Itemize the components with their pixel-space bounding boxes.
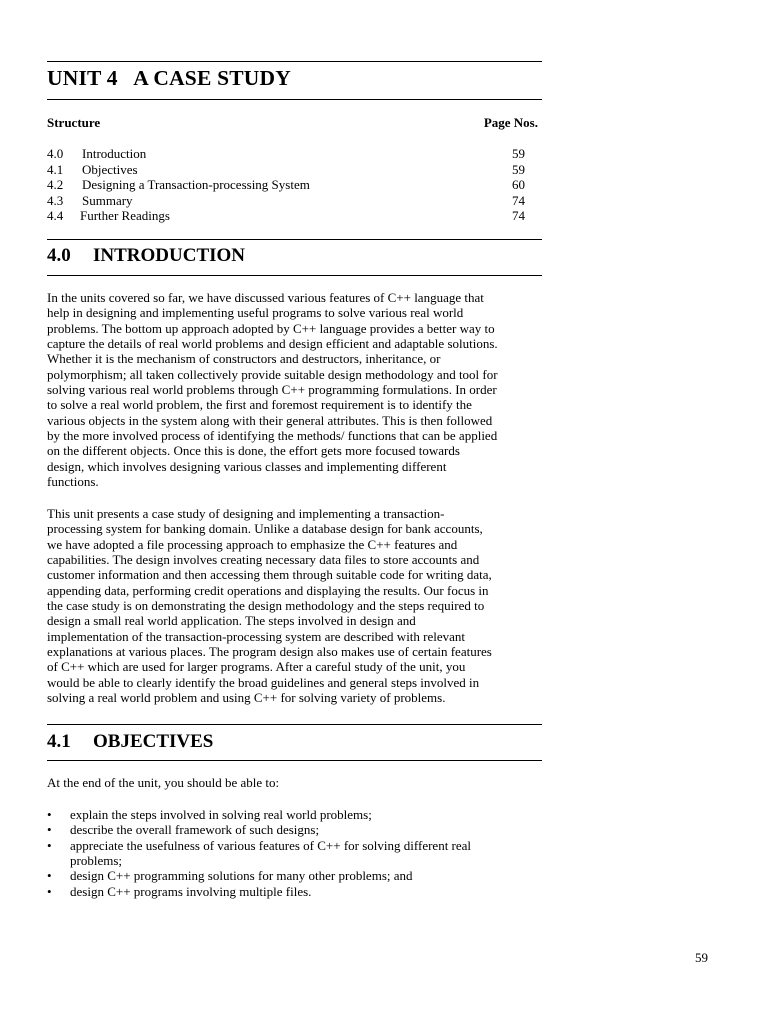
text-line: to solve a real world problem, the first and foremost requirement is to identify the bbox=[47, 397, 472, 413]
structure-header bbox=[47, 115, 538, 131]
text-line: This unit presents a case study of designing and implementing a transaction- bbox=[47, 506, 445, 521]
objectives-title: OBJECTIVES bbox=[93, 731, 214, 752]
list-item bbox=[47, 838, 542, 869]
list-item-text: appreciate the usefulness of various features of C++ for solving different real bbox=[70, 837, 472, 853]
introduction-paragraph-1 bbox=[47, 290, 542, 489]
introduction-bottom-rule bbox=[47, 275, 542, 276]
text-line: design, which involves designing various classes and implementing different bbox=[47, 458, 447, 474]
toc-item-page: 60 bbox=[512, 177, 525, 193]
bullet-icon: • bbox=[47, 822, 52, 838]
unit-title: UNIT 4 A CASE STUDY bbox=[47, 66, 291, 90]
toc-item-page: 74 bbox=[512, 208, 525, 224]
page-nos-label: Page Nos. bbox=[483, 115, 538, 130]
list-item-text: problems; bbox=[70, 853, 122, 869]
toc-item bbox=[47, 177, 525, 193]
toc-item-title: Objectives bbox=[82, 161, 138, 177]
toc-item-title: Introduction bbox=[82, 146, 147, 161]
structure-label: Structure bbox=[47, 115, 101, 130]
text-line: by the more involved process of identifying the methods/ functions that can be applied bbox=[47, 428, 498, 444]
list-item bbox=[47, 868, 542, 883]
text-line: explanations at various places. The program design also makes use of certain features bbox=[47, 644, 492, 660]
text-line: help in designing and implementing useful programs to solve various real world bbox=[47, 305, 464, 321]
toc-item bbox=[47, 162, 525, 178]
text-line: would be able to clearly identify the broad guidelines and general steps involved in bbox=[47, 674, 480, 690]
text-line: appending data, performing credit operations and displaying the results. Our focus in bbox=[47, 582, 489, 598]
unit-title-rule bbox=[47, 99, 542, 100]
introduction-top-rule bbox=[47, 239, 542, 240]
text-line: solving a real world problem and using C++ for solving variety of problems. bbox=[47, 690, 446, 706]
text-line: processing system for banking domain. Unlike a database design for bank accounts, bbox=[47, 521, 483, 537]
objectives-number: 4.1 bbox=[47, 731, 71, 752]
text-line: capabilities. The design involves creating necessary data files to store accounts and bbox=[47, 552, 480, 568]
top-rule bbox=[47, 61, 542, 62]
toc-item-number: 4.4 bbox=[47, 208, 64, 224]
toc-item-number: 4.0 bbox=[47, 146, 64, 161]
list-item-text: design C++ programming solutions for many other problems; and bbox=[70, 868, 413, 884]
list-item-text: describe the overall framework of such designs; bbox=[70, 822, 320, 838]
bullet-icon: • bbox=[47, 807, 52, 822]
introduction-heading bbox=[47, 245, 245, 267]
toc-item-page: 74 bbox=[512, 192, 525, 208]
text-line: the case study is on demonstrating the design methodology and the steps required to bbox=[47, 598, 485, 614]
objectives-heading bbox=[47, 731, 213, 753]
list-item bbox=[47, 822, 542, 837]
text-line: capture the details of real world problems and design efficient and adaptable solutions. bbox=[47, 336, 498, 352]
text-line: solving various real world problems through C++ programming formulations. In order bbox=[47, 382, 497, 398]
text-line: design a small real world application. The steps involved in design and bbox=[47, 613, 416, 629]
toc-item-number: 4.1 bbox=[47, 161, 64, 177]
list-item-text: explain the steps involved in solving real world problems; bbox=[70, 807, 372, 822]
toc-item-number: 4.2 bbox=[47, 177, 64, 193]
text-line: polymorphism; all taken collectively provide suitable design methodology and tool for bbox=[47, 366, 498, 382]
introduction-paragraph-2 bbox=[47, 506, 542, 705]
text-line: customer information and then accessing them through suitable code for writing data, bbox=[47, 567, 492, 583]
objectives-top-rule bbox=[47, 724, 542, 725]
list-item bbox=[47, 884, 542, 899]
list-item-text: design C++ programs involving multiple files. bbox=[70, 883, 312, 899]
bullet-icon: • bbox=[47, 868, 52, 884]
toc-item bbox=[47, 146, 525, 162]
text-line: we have adopted a file processing approach to emphasize the C++ features and bbox=[47, 536, 458, 552]
objectives-intro: At the end of the unit, you should be able to: bbox=[47, 775, 280, 790]
text-line: functions. bbox=[47, 474, 99, 490]
text-line: on the different objects. Once this is done, the effort gets more focused towards bbox=[47, 443, 460, 459]
text-line: of C++ which are used for larger programs. After a careful study of the unit, you bbox=[47, 659, 466, 675]
objectives-bottom-rule bbox=[47, 760, 542, 761]
toc-item bbox=[47, 193, 525, 209]
text-line: various objects in the system along with their general attributes. This is then followed bbox=[47, 412, 493, 428]
page-number: 59 bbox=[695, 950, 708, 965]
toc-item-page: 59 bbox=[512, 161, 525, 177]
table-of-contents bbox=[47, 146, 525, 224]
objectives-list bbox=[47, 807, 542, 899]
bullet-icon: • bbox=[47, 883, 52, 899]
bullet-icon: • bbox=[47, 837, 52, 853]
text-line: problems. The bottom up approach adopted by C++ language provides a better way to bbox=[47, 320, 495, 336]
toc-item-title: Designing a Transaction-processing System bbox=[82, 177, 310, 193]
text-line: Whether it is the mechanism of constructors and destructors, inheritance, or bbox=[47, 351, 441, 367]
text-line: In the units covered so far, we have discussed various features of C++ language that bbox=[47, 290, 484, 305]
toc-item-title: Further Readings bbox=[80, 208, 170, 224]
introduction-number: 4.0 bbox=[47, 245, 71, 266]
toc-item-title: Summary bbox=[82, 192, 133, 208]
introduction-title: INTRODUCTION bbox=[93, 245, 246, 266]
toc-item-page: 59 bbox=[512, 146, 525, 161]
list-item bbox=[47, 807, 542, 822]
toc-item bbox=[47, 208, 525, 224]
text-line: implementation of the transaction-processing system are described with relevant bbox=[47, 628, 466, 644]
toc-item-number: 4.3 bbox=[47, 192, 64, 208]
